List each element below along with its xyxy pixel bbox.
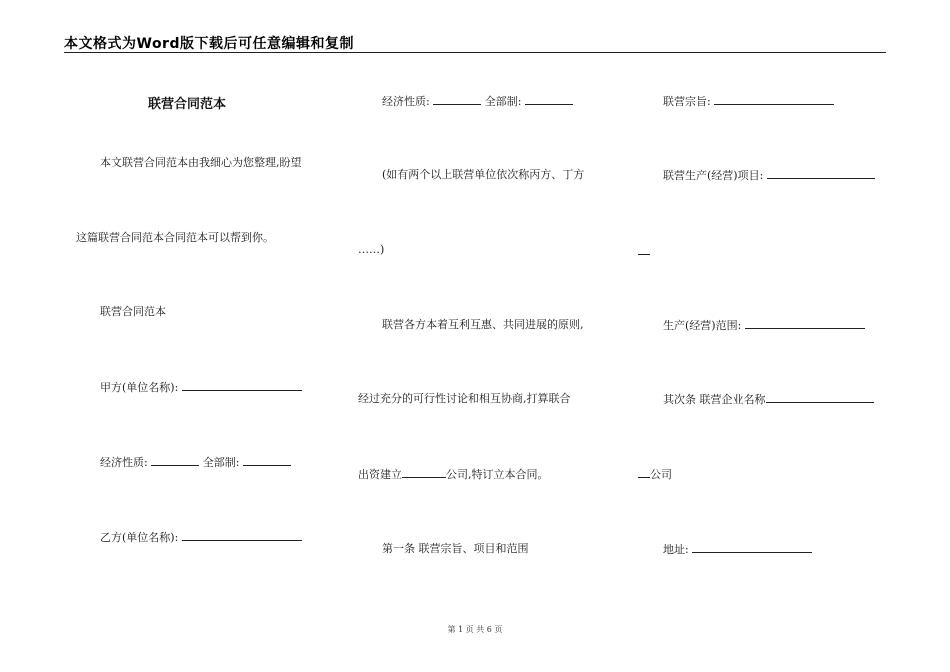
ownership-b-label: 全部制:	[484, 95, 522, 108]
party-a-line	[100, 380, 302, 394]
nature-a-label: 经济性质:	[100, 456, 148, 469]
document-title: 联营合同范本	[148, 97, 227, 112]
purpose-line	[663, 94, 834, 108]
article-2-heading: 其次条 联营企业名称	[663, 393, 766, 406]
page-number: 第 1 页 共 6 页	[447, 625, 503, 634]
address-blank	[692, 542, 812, 553]
company-suffix: 公司	[650, 468, 672, 481]
company-name-blank	[402, 467, 446, 478]
invest-line	[358, 467, 549, 481]
party-a-label: 甲方(单位名称):	[100, 381, 179, 394]
scope-line	[663, 318, 865, 332]
company-prefix-blank	[638, 467, 650, 478]
enterprise-name-blank	[766, 392, 874, 403]
ownership-a-blank	[243, 455, 291, 466]
purpose-blank	[714, 94, 834, 105]
nature-a-blank	[151, 455, 199, 466]
header-divider	[64, 52, 886, 53]
intro-line-1: 本文联营合同范本由我细心为您整理,盼望	[100, 156, 302, 169]
nature-a-line	[100, 455, 291, 469]
paren-line-2: ……)	[358, 243, 385, 256]
party-b-line	[100, 530, 302, 544]
scope-blank	[745, 318, 865, 329]
project-blank	[767, 168, 875, 179]
principle-line-2: 经过充分的可行性讨论和相互协商,打算联合	[358, 392, 571, 405]
project-line	[663, 168, 875, 182]
header-title: 本文格式为Word版下载后可任意编辑和复制	[64, 36, 354, 52]
invest-prefix: 出资建立	[358, 468, 402, 481]
paren-line-1: (如有两个以上联营单位依次称丙方、丁方	[382, 168, 585, 181]
party-b-blank	[182, 530, 302, 541]
party-b-label: 乙方(单位名称):	[100, 531, 179, 544]
address-label: 地址:	[663, 543, 689, 556]
scope-label: 生产(经营)范围:	[663, 319, 742, 332]
intro-line-2: 这篇联营合同范本合同范本可以帮到你。	[76, 231, 274, 244]
invest-suffix: 公司,特订立本合同。	[446, 468, 549, 481]
ownership-b-blank	[525, 94, 573, 105]
company-line	[638, 467, 672, 481]
nature-b-label: 经济性质:	[382, 95, 430, 108]
section-heading: 联营合同范本	[100, 305, 166, 318]
continuation-blank	[638, 254, 650, 255]
article-2-line	[663, 392, 874, 406]
principle-line-1: 联营各方本着互利互惠、共同进展的原则,	[382, 318, 584, 331]
nature-b-line	[382, 94, 573, 108]
project-label: 联营生产(经营)项目:	[663, 169, 764, 182]
article-1-heading: 第一条 联营宗旨、项目和范围	[382, 542, 529, 555]
party-a-blank	[182, 380, 302, 391]
ownership-a-label: 全部制:	[202, 456, 240, 469]
nature-b-blank	[433, 94, 481, 105]
address-line	[663, 542, 812, 556]
purpose-label: 联营宗旨:	[663, 95, 711, 108]
